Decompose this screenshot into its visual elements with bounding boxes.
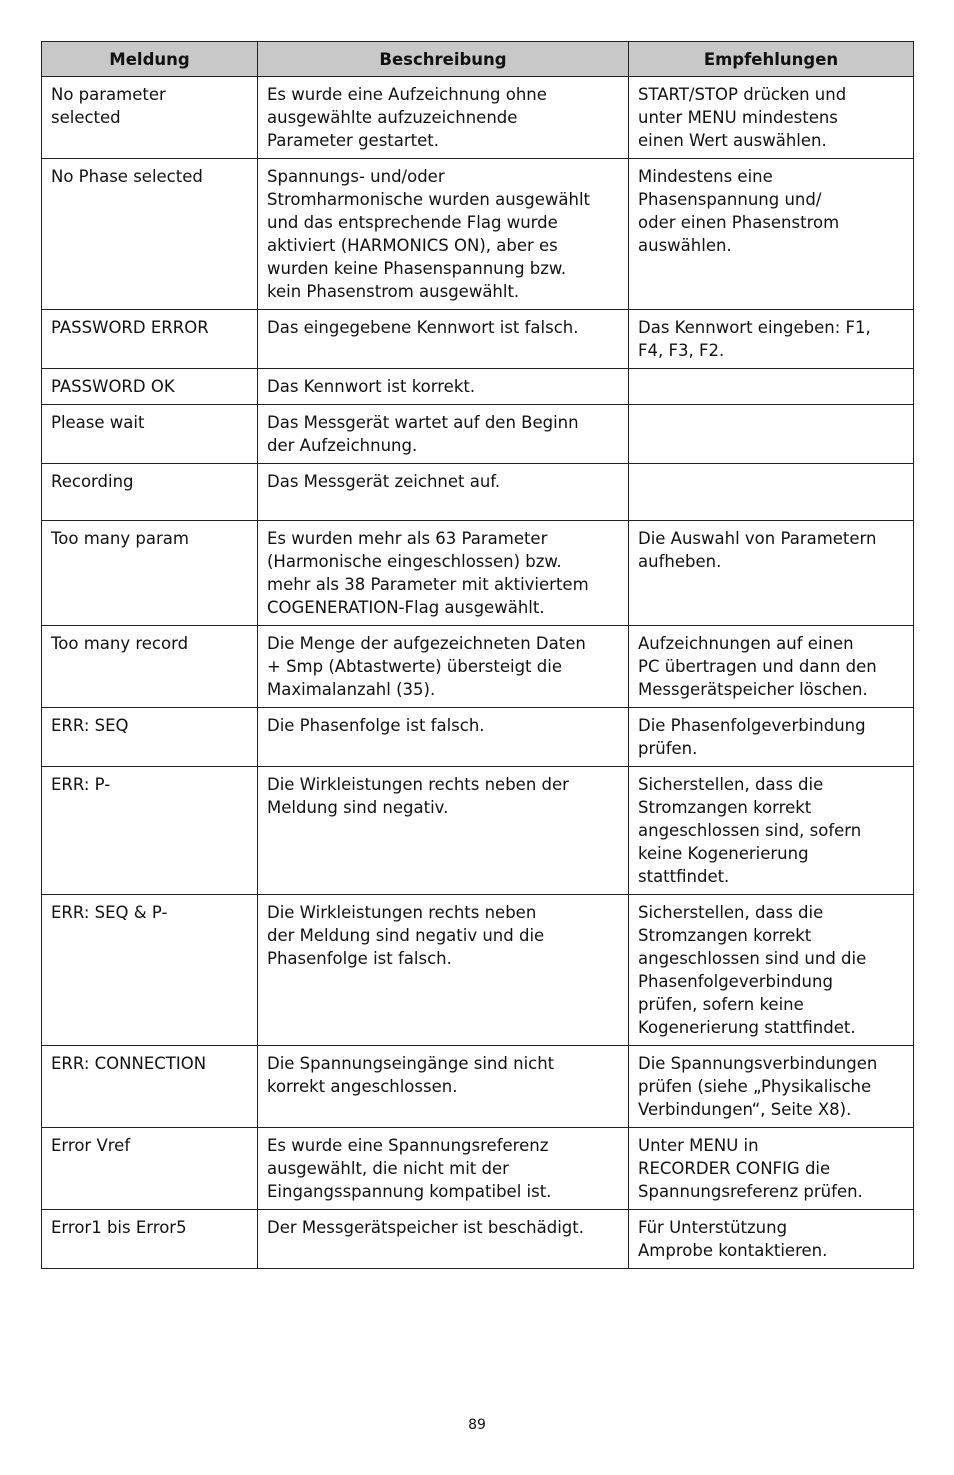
description-cell [258, 369, 629, 405]
message-cell [42, 626, 258, 708]
description-cell [258, 521, 629, 626]
description-cell-text: Die Menge der aufgezeichneten Daten + Smp (Abtastwerte) übersteigt die Maximalanzahl (35). [267, 634, 586, 699]
message-cell-text: No Phase selected [51, 167, 203, 186]
message-cell [42, 464, 258, 521]
table-row [42, 767, 914, 895]
recommendation-cell [629, 708, 914, 767]
recommendation-cell-text: START/STOP drücken und unter MENU mindestens einen Wert auswählen. [638, 85, 847, 150]
message-cell-text: ERR: SEQ & P- [51, 903, 168, 922]
recommendation-cell [629, 1210, 914, 1269]
recommendation-cell [629, 1128, 914, 1210]
description-cell [258, 310, 629, 369]
table-row [42, 77, 914, 159]
table-row [42, 464, 914, 521]
description-cell-text: Das eingegebene Kennwort ist falsch. [267, 318, 579, 337]
message-cell-text: Please wait [51, 413, 145, 432]
message-cell-text: ERR: SEQ [51, 716, 129, 735]
description-cell-text: Das Kennwort ist korrekt. [267, 377, 476, 396]
header-meldung: Meldung [42, 42, 258, 77]
description-cell-text: Die Wirkleistungen rechts neben der Meldung sind negativ und die Phasenfolge ist falsch. [267, 903, 545, 968]
table-row [42, 626, 914, 708]
message-cell [42, 405, 258, 464]
table-header [42, 42, 914, 77]
recommendation-cell-text: Mindestens eine Phasenspannung und/ oder einen Phasenstrom auswählen. [638, 167, 840, 255]
recommendation-cell-text: Für Unterstützung Amprobe kontaktieren. [638, 1218, 828, 1260]
message-cell [42, 369, 258, 405]
description-cell [258, 895, 629, 1046]
recommendation-cell-text: Sicherstellen, dass die Stromzangen korrekt angeschlossen sind, sofern keine Kogenerierung stattfindet. [638, 775, 862, 886]
message-cell [42, 1210, 258, 1269]
message-cell-text: Too many param [51, 529, 189, 548]
recommendation-cell [629, 464, 914, 521]
recommendation-cell [629, 626, 914, 708]
description-cell-text: Der Messgerätspeicher ist beschädigt. [267, 1218, 584, 1237]
header-empfehlungen: Empfehlungen [629, 42, 914, 77]
recommendation-cell-text: Die Spannungsverbindungen prüfen (siehe „Physikalische Verbindungen“, Seite X8). [638, 1054, 878, 1119]
table-row [42, 1128, 914, 1210]
message-cell [42, 77, 258, 159]
table-row [42, 895, 914, 1046]
recommendation-cell-text: Unter MENU in RECORDER CONFIG die Spannungsreferenz prüfen. [638, 1136, 863, 1201]
recommendation-cell [629, 77, 914, 159]
description-cell [258, 159, 629, 310]
recommendation-cell-text: Aufzeichnungen auf einen PC übertragen und dann den Messgerätspeicher löschen. [638, 634, 877, 699]
recommendation-cell [629, 369, 914, 405]
description-cell [258, 1128, 629, 1210]
message-cell-text: Error1 bis Error5 [51, 1218, 187, 1237]
table-row [42, 1210, 914, 1269]
description-cell-text: Es wurden mehr als 63 Parameter (Harmonische eingeschlossen) bzw. mehr als 38 Parameter mit aktiviertem COGENERATION-Flag ausgewählt. [267, 529, 589, 617]
recommendation-cell [629, 310, 914, 369]
recommendation-cell [629, 405, 914, 464]
description-cell-text: Das Messgerät wartet auf den Beginn der Aufzeichnung. [267, 413, 579, 455]
table-row [42, 521, 914, 626]
description-cell [258, 626, 629, 708]
table-row [42, 159, 914, 310]
message-cell-text: No parameter selected [51, 85, 166, 127]
description-cell-text: Es wurde eine Aufzeichnung ohne ausgewählte aufzuzeichnende Parameter gestartet. [267, 85, 547, 150]
recommendation-cell [629, 895, 914, 1046]
header-row [42, 42, 914, 77]
description-cell-text: Die Phasenfolge ist falsch. [267, 716, 485, 735]
description-cell-text: Das Messgerät zeichnet auf. [267, 472, 501, 491]
message-cell [42, 1128, 258, 1210]
message-cell [42, 521, 258, 626]
recommendation-cell-text: Sicherstellen, dass die Stromzangen korrekt angeschlossen sind und die Phasenfolgeverbindung prüfen, sofern keine Kogenerierung stattfindet. [638, 903, 867, 1037]
message-cell [42, 310, 258, 369]
message-cell-text: PASSWORD ERROR [51, 318, 209, 337]
header-beschreibung: Beschreibung [258, 42, 629, 77]
recommendation-cell [629, 159, 914, 310]
message-table [41, 41, 914, 1269]
message-cell-text: Recording [51, 472, 134, 491]
message-cell-text: Error Vref [51, 1136, 131, 1155]
recommendation-cell-text: Das Kennwort eingeben: F1, F4, F3, F2. [638, 318, 871, 360]
description-cell [258, 77, 629, 159]
page-number: 89 [468, 1417, 486, 1433]
message-cell-text: ERR: P- [51, 775, 111, 794]
recommendation-cell-text: Die Auswahl von Parametern aufheben. [638, 529, 877, 571]
recommendation-cell [629, 521, 914, 626]
description-cell [258, 405, 629, 464]
message-cell [42, 708, 258, 767]
description-cell-text: Die Spannungseingänge sind nicht korrekt angeschlossen. [267, 1054, 555, 1096]
table-row [42, 1046, 914, 1128]
recommendation-cell-text: Die Phasenfolgeverbindung prüfen. [638, 716, 866, 758]
table-row [42, 405, 914, 464]
table-row [42, 708, 914, 767]
description-cell [258, 767, 629, 895]
message-cell [42, 895, 258, 1046]
message-cell [42, 1046, 258, 1128]
message-cell [42, 767, 258, 895]
message-cell-text: PASSWORD OK [51, 377, 175, 396]
description-cell [258, 464, 629, 521]
table-row [42, 369, 914, 405]
description-cell-text: Es wurde eine Spannungsreferenz ausgewählt, die nicht mit der Eingangsspannung kompatibel ist. [267, 1136, 552, 1201]
description-cell-text: Die Wirkleistungen rechts neben der Meldung sind negativ. [267, 775, 569, 817]
recommendation-cell [629, 767, 914, 895]
description-cell [258, 1046, 629, 1128]
message-cell [42, 159, 258, 310]
table-body [42, 77, 914, 1269]
message-cell-text: ERR: CONNECTION [51, 1054, 207, 1073]
table-row [42, 310, 914, 369]
description-cell [258, 1210, 629, 1269]
description-cell-text: Spannungs- und/oder Stromharmonische wurden ausgewählt und das entsprechende Flag wurde aktiviert (HARMONICS ON), aber es wurden keine Phasenspannung bzw. kein Phasenstrom ausgewählt. [267, 167, 591, 301]
recommendation-cell [629, 1046, 914, 1128]
message-cell-text: Too many record [51, 634, 189, 653]
description-cell [258, 708, 629, 767]
